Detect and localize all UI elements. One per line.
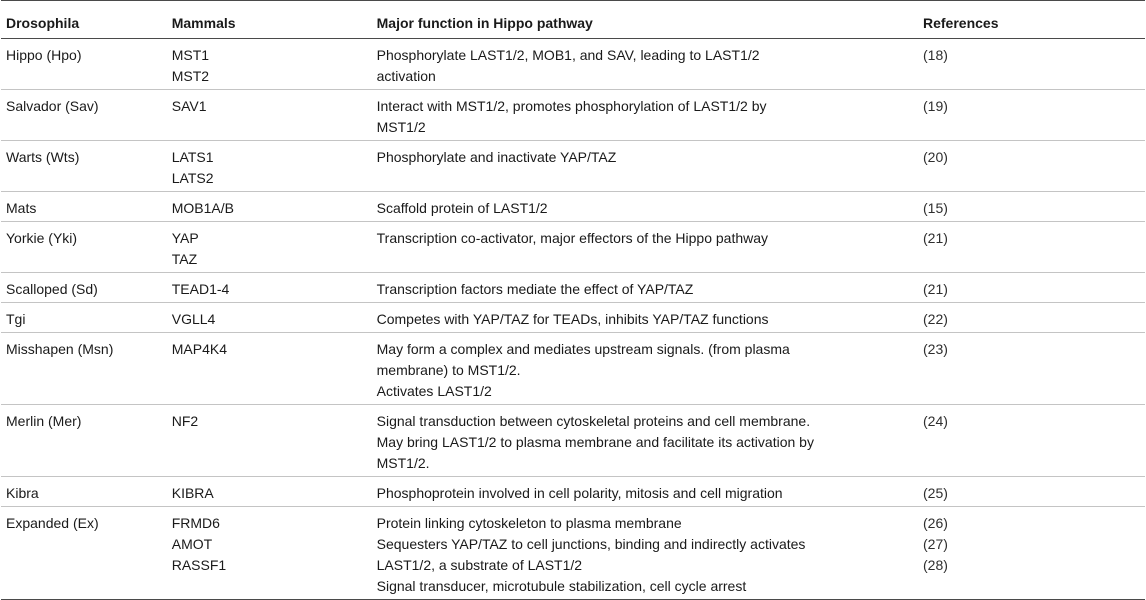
function-line: Signal transducer, microtubule stabilization, cell cycle arrest <box>376 578 747 594</box>
cell-mammals <box>172 141 377 192</box>
mammal-gene: VGLL4 <box>171 311 216 327</box>
cell-references <box>923 477 1145 507</box>
table-body <box>1 39 1145 600</box>
table-row <box>1 273 1145 303</box>
cell-drosophila: Expanded (Ex) <box>1 507 172 600</box>
function-line: MST1/2 <box>376 119 426 135</box>
cell-function <box>377 141 923 192</box>
cell-function <box>377 333 923 405</box>
table-header <box>1 1 1145 39</box>
reference: (26) <box>923 515 948 531</box>
cell-references <box>923 303 1145 333</box>
cell-mammals <box>172 90 377 141</box>
cell-mammals <box>172 222 377 273</box>
header-drosophila: Drosophila <box>1 1 172 39</box>
cell-drosophila: Merlin (Mer) <box>1 405 172 477</box>
header-function: Major function in Hippo pathway <box>377 1 923 39</box>
cell-mammals <box>172 192 377 222</box>
cell-references <box>923 39 1145 90</box>
reference: (15) <box>923 200 948 216</box>
reference: (21) <box>923 230 948 246</box>
function-line: Transcription factors mediate the effect of YAP/TAZ <box>376 281 694 297</box>
reference: (27) <box>923 536 948 552</box>
mammal-gene: RASSF1 <box>171 557 227 573</box>
table-row <box>1 405 1145 477</box>
table-row <box>1 141 1145 192</box>
cell-mammals <box>172 303 377 333</box>
cell-references <box>923 333 1145 405</box>
function-line: Phosphoprotein involved in cell polarity, mitosis and cell migration <box>376 485 783 501</box>
mammal-gene: LATS1 <box>171 149 214 165</box>
mammal-gene: YAP <box>171 230 199 246</box>
cell-function <box>377 273 923 303</box>
cell-references <box>923 507 1145 600</box>
cell-drosophila: Warts (Wts) <box>1 141 172 192</box>
cell-function <box>377 507 923 600</box>
function-line: Phosphorylate LAST1/2, MOB1, and SAV, leading to LAST1/2 <box>376 47 760 63</box>
cell-mammals <box>172 39 377 90</box>
function-line: Transcription co-activator, major effectors of the Hippo pathway <box>376 230 769 246</box>
header-references: References <box>923 1 1145 39</box>
header-mammals: Mammals <box>172 1 377 39</box>
mammal-gene: TAZ <box>171 251 198 267</box>
cell-drosophila: Salvador (Sav) <box>1 90 172 141</box>
table-row <box>1 477 1145 507</box>
mammal-gene: KIBRA <box>171 485 214 501</box>
reference: (25) <box>923 485 948 501</box>
cell-drosophila: Scalloped (Sd) <box>1 273 172 303</box>
function-line: May form a complex and mediates upstream signals. (from plasma <box>376 341 790 357</box>
header-row <box>1 1 1145 39</box>
cell-drosophila: Misshapen (Msn) <box>1 333 172 405</box>
cell-references <box>923 222 1145 273</box>
function-line: Phosphorylate and inactivate YAP/TAZ <box>376 149 617 165</box>
cell-drosophila: Yorkie (Yki) <box>1 222 172 273</box>
mammal-gene: SAV1 <box>171 98 207 114</box>
hippo-pathway-table <box>1 0 1145 600</box>
cell-function <box>377 90 923 141</box>
table-row <box>1 90 1145 141</box>
cell-references <box>923 405 1145 477</box>
table-row <box>1 39 1145 90</box>
function-line: Signal transduction between cytoskeletal proteins and cell membrane. <box>376 413 811 429</box>
cell-mammals <box>172 507 377 600</box>
function-line: activation <box>376 68 436 84</box>
table-row <box>1 507 1145 600</box>
cell-function <box>377 222 923 273</box>
reference: (18) <box>923 47 948 63</box>
reference: (28) <box>923 557 948 573</box>
reference: (24) <box>923 413 948 429</box>
reference: (20) <box>923 149 948 165</box>
mammal-gene: NF2 <box>171 413 199 429</box>
function-line: Sequesters YAP/TAZ to cell junctions, binding and indirectly activates <box>376 536 806 552</box>
mammal-gene: MST1 <box>171 47 210 63</box>
cell-function <box>377 303 923 333</box>
table-row <box>1 303 1145 333</box>
mammal-gene: TEAD1-4 <box>171 281 230 297</box>
table-row <box>1 222 1145 273</box>
cell-function <box>377 192 923 222</box>
cell-function <box>377 39 923 90</box>
function-line: MST1/2. <box>376 455 430 471</box>
cell-references <box>923 192 1145 222</box>
function-line: May bring LAST1/2 to plasma membrane and facilitate its activation by <box>376 434 814 450</box>
cell-references <box>923 141 1145 192</box>
mammal-gene: AMOT <box>171 536 213 552</box>
cell-references <box>923 273 1145 303</box>
function-line: Interact with MST1/2, promotes phosphorylation of LAST1/2 by <box>376 98 767 114</box>
cell-drosophila: Hippo (Hpo) <box>1 39 172 90</box>
cell-function <box>377 405 923 477</box>
function-line: Protein linking cytoskeleton to plasma membrane <box>376 515 682 531</box>
table-row <box>1 192 1145 222</box>
mammal-gene: MOB1A/B <box>171 200 234 216</box>
cell-mammals <box>172 477 377 507</box>
cell-mammals <box>172 333 377 405</box>
function-line: LAST1/2, a substrate of LAST1/2 <box>376 557 583 573</box>
mammal-gene: FRMD6 <box>171 515 220 531</box>
cell-drosophila: Mats <box>1 192 172 222</box>
function-line: membrane) to MST1/2. <box>376 362 521 378</box>
cell-mammals <box>172 405 377 477</box>
reference: (21) <box>923 281 948 297</box>
cell-mammals <box>172 273 377 303</box>
cell-function <box>377 477 923 507</box>
reference: (23) <box>923 341 948 357</box>
function-line: Activates LAST1/2 <box>376 383 492 399</box>
mammal-gene: MST2 <box>171 68 210 84</box>
table-row <box>1 333 1145 405</box>
mammal-gene: MAP4K4 <box>171 341 227 357</box>
cell-references <box>923 90 1145 141</box>
function-line: Scaffold protein of LAST1/2 <box>376 200 548 216</box>
mammal-gene: LATS2 <box>171 170 214 186</box>
cell-drosophila: Tgi <box>1 303 172 333</box>
reference: (22) <box>923 311 948 327</box>
reference: (19) <box>923 98 948 114</box>
cell-drosophila: Kibra <box>1 477 172 507</box>
function-line: Competes with YAP/TAZ for TEADs, inhibits YAP/TAZ functions <box>376 311 769 327</box>
